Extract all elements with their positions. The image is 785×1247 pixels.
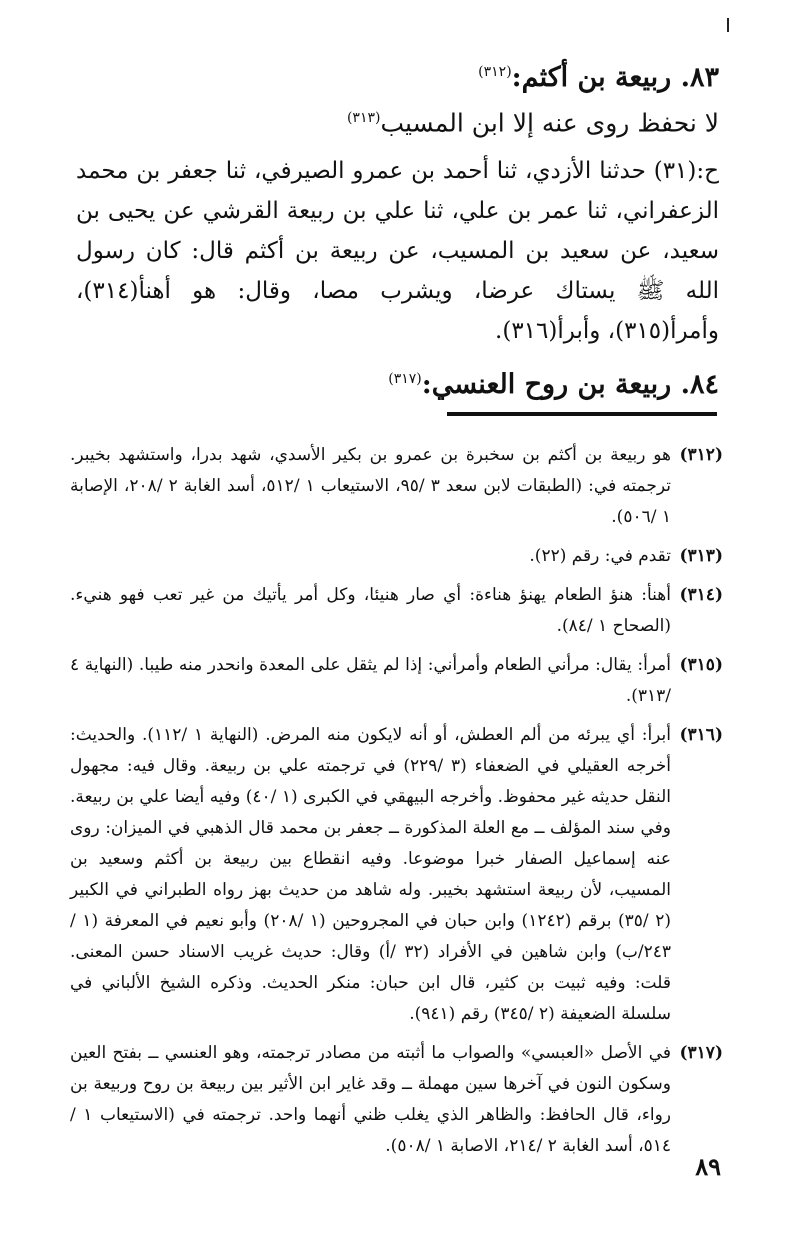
entry-83-title: ٨٣. ربيعة بن أكثم: bbox=[511, 62, 719, 93]
footnote-text: أهنأ: هنؤ الطعام يهنؤ هناءة: أي صار هنيئا، وكل أمر يأتيك من غير تعب فهو هنيء. (الصحاح ١ /٨٤). bbox=[70, 585, 671, 636]
entry-84-title: ٨٤. ربيعة بن روح العنسي: bbox=[421, 369, 719, 401]
footnote-313 bbox=[70, 541, 723, 572]
footnote-number: (٣١٣) bbox=[679, 546, 723, 566]
footnote-ref-317[interactable]: (٣١٧) bbox=[388, 371, 422, 388]
footnote-ref-312[interactable]: (٣١٢) bbox=[478, 64, 512, 80]
footnote-317 bbox=[70, 1038, 723, 1162]
footnote-number: (٣١٤) bbox=[679, 585, 723, 605]
margin-mark bbox=[727, 18, 729, 32]
footnote-316 bbox=[70, 720, 723, 1030]
footnote-text: في الأصل «العبسي» والصواب ما أثبته من مصادر ترجمته، وهو العنسي ــ بفتح العين وسكون النون في آخرها سين مهملة ــ وقد غاير ابن الأثير بين ربيعة بن روح وربيعة بن رواء، قال الحافظ: والظاهر الذي يغلب ظني أنهما واحد. ترجمته في (الاستيعاب ١ /٥١٤، أسد الغابة ٢ /٢١٤، الاصابة ١ /٥٠٨). bbox=[70, 1043, 672, 1156]
footnotes-section bbox=[70, 440, 723, 1170]
footnote-number: (٣١٧) bbox=[679, 1043, 723, 1063]
footnote-text: تقدم في: رقم (٢٢). bbox=[529, 546, 671, 566]
footnote-text: أبرأ: أي يبرئه من ألم العطش، أو أنه لايكون منه المرض. (النهاية ١ /١١٢). والحديث: أخرجه العقيلي في الضعفاء (٣ /٢٢٩) في ترجمته علي بن ربيعة. وقال فيه: مجهول النقل حديثه غير محفوظ. وأخرجه البيهقي في الكبرى (١ /٤٠) وفيه أيضا علي بن ربيعة. وفي سند المؤلف ــ مع العلة المذكورة ــ جعفر بن محمد قال الذهبي في الميزان: روى عنه إسماعيل الصفار خبرا موضوعا. وفيه انقطاع بين ربيعة بن أكثم وسعيد بن المسيب، لأن ربيعة استشهد بخيبر. وله شاهد من حديث بهز رواه الطبراني في الكبير (٢ /٣٥) برقم (١٢٤٢) وابن حبان في المجروحين (١ /٢٠٨) وأبو نعيم في المعرفة (١ /٢٤٣/ب) وابن شاهين في الأفراد (٣٢ /أ) وقال: حديث غريب الاسناد حسن المعنى. قلت: وفيه ثبيت بن كثير، قال ابن حبان: منكر الحديث. وذكره الشيخ الألباني في سلسلة الضعيفة (٢ /٣٤٥) رقم (٩٤١). bbox=[70, 725, 671, 1024]
entry-83-text: لا نحفظ روى عنه إلا ابن المسيب bbox=[380, 108, 719, 138]
footnote-divider bbox=[447, 412, 717, 416]
footnote-text: أمرأ: يقال: مرأني الطعام وأمرأني: إذا لم يثقل على المعدة وانحدر منه طيبا. (النهاية ٤ /٣١٣). bbox=[70, 655, 671, 706]
footnote-text: هو ربيعة بن أكثم بن سخبرة بن عمرو بن بكير الأسدي، شهد بدرا، واستشهد بخيبر. ترجمته في: (الطبقات لابن سعد ٣ /٩٥، الاستيعاب ١ /٥١٢، أسد الغابة ٢ /٢٠٨، الإصابة ١ /٥٠٦). bbox=[70, 445, 671, 527]
page-number: ٨٩ bbox=[695, 1152, 721, 1181]
footnote-number: (٣١٦) bbox=[679, 725, 723, 745]
footnote-ref-313[interactable]: (٣١٣) bbox=[346, 110, 381, 126]
hadith-paragraph: ح:(٣١) حدثنا الأزدي، ثنا أحمد بن عمرو الصيرفي، ثنا جعفر بن محمد الزعفراني، ثنا عمر بن علي، ثنا علي بن ربيعة القرشي عن يحيى بن سعيد، عن سعيد بن المسيب، عن ربيعة بن أكثم قال: كان رسول الله ﷺ يستاك عرضا، ويشرب مصا، وقال: هو أهنأ(٣١٤)، وأمرأ(٣١٥)، وأبرأ(٣١٦). bbox=[76, 158, 719, 345]
footnote-315 bbox=[70, 650, 723, 712]
main-text bbox=[76, 52, 719, 405]
footnote-314 bbox=[70, 580, 723, 642]
entry-84-heading bbox=[76, 359, 719, 405]
footnote-312 bbox=[70, 440, 723, 533]
footnote-number: (٣١٥) bbox=[679, 655, 723, 675]
entry-83-line bbox=[76, 98, 719, 143]
entry-83-heading bbox=[76, 52, 719, 98]
footnote-number: (٣١٢) bbox=[679, 445, 723, 465]
